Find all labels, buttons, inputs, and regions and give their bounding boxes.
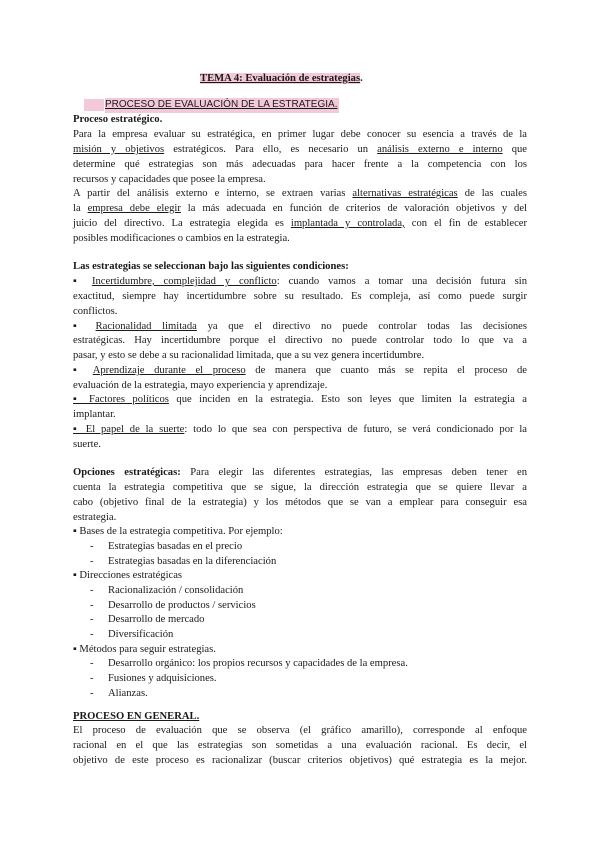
text-segment: implantar. [73, 409, 116, 420]
text-segment: de manera que cuanto más se repita el proceso de [245, 365, 527, 376]
text-segment: la [73, 203, 88, 214]
list-item-text: Diversificación [108, 629, 174, 640]
text-line [73, 232, 290, 247]
text-segment: ▪ [73, 365, 93, 376]
text-line [73, 423, 527, 438]
text-segment: que inciden en la estrategia. Esto son leyes que limiten la estrategia a [168, 394, 528, 405]
text-segment: estratégicas. Hay incertidumbre porque el directivo no puede controlar todo lo que va a [73, 335, 527, 346]
text-line [73, 393, 527, 408]
list-item-text: Estrategias basadas en el precio [108, 541, 243, 552]
text-segment: posibles modificaciones o cambios en la estrategia. [73, 233, 290, 244]
text-line [73, 158, 527, 173]
list-item-text: Desarrollo de mercado [108, 614, 205, 625]
list-item [90, 584, 243, 599]
text-line [73, 481, 527, 496]
list-item-text: Estrategias basadas en la diferenciación [108, 556, 277, 567]
text-segment: estrategia. [73, 512, 117, 523]
text-line [73, 739, 527, 754]
dash-bullet: - [90, 629, 94, 640]
dash-bullet: - [90, 600, 94, 611]
text-line [73, 290, 527, 305]
text-segment: pasar, y esto se debe a su racionalidad limitada, que a su vez genera incertidumbre. [73, 350, 425, 361]
text-line [73, 187, 527, 202]
section-title: PROCESO DE EVALUACIÓN DE LA ESTRATEGIA. [105, 98, 339, 113]
section-highlight-marker [84, 99, 104, 111]
text-line [73, 408, 116, 423]
text-line [73, 320, 527, 335]
dash-bullet: - [90, 614, 94, 625]
underlined-text: implantada y controlada, [290, 218, 405, 229]
text-segment: la más adecuada en función de criterios de valoración objetivos y del [180, 203, 527, 214]
text-segment: conflictos. [73, 306, 118, 317]
list-item-text: Alianzas. [108, 688, 148, 699]
text-segment: exactitud, siempre hay incertidumbre sobre su resultado. Es compleja, así como puede surgir [73, 291, 527, 302]
underlined-text: ▪ Factores políticos [73, 394, 169, 405]
text-line [73, 173, 266, 188]
document-title-text: TEMA 4: Evaluación de estrategias [200, 73, 361, 84]
dash-bullet: - [90, 585, 94, 596]
list-item-text: Desarrollo de productos / servicios [108, 600, 256, 611]
text-line [73, 466, 527, 481]
text-segment: de las cuales [457, 188, 527, 199]
dash-bullet: - [90, 658, 94, 669]
text-line [73, 275, 527, 290]
list-item-text: Fusiones y adquisiciones. [108, 673, 217, 684]
bases-label: ▪ Bases de la estrategia competitiva. Por ejemplo: [73, 526, 283, 537]
list-item [90, 540, 242, 555]
text-line [73, 128, 527, 143]
text-line [73, 202, 527, 217]
text-segment: que [502, 144, 527, 155]
text-segment: : cuando vamos a tomar una decisión futura sin [276, 276, 527, 287]
text-line [73, 349, 424, 364]
dash-bullet: - [90, 541, 94, 552]
dash-bullet: - [90, 688, 94, 699]
dash-bullet: - [90, 556, 94, 567]
list-item [90, 555, 276, 570]
bold-text: Opciones estratégicas: [73, 467, 181, 478]
text-segment: racional en el que las estrategias son sometidas a una evaluación racional. Es decir, el [73, 740, 527, 751]
document-title-dot: . [360, 73, 363, 84]
text-segment: cuenta la estrategia competitiva que se sigue, la dirección estrategia que se quiere llevar a [73, 482, 527, 493]
document-title [200, 72, 363, 87]
list-item [90, 628, 173, 643]
list-item [90, 613, 204, 628]
text-line [73, 511, 116, 526]
list-item [90, 599, 256, 614]
text-segment: Para elegir las diferentes estrategias, las empresas deben tener en [180, 467, 527, 478]
dash-bullet: - [90, 673, 94, 684]
text-line [73, 364, 527, 379]
text-line [73, 496, 527, 511]
underlined-text: alternativas estratégicas [352, 188, 458, 199]
text-segment: Para la empresa evaluar su estratégica, en primer lugar debe conocer su esencia a través de la [73, 129, 527, 140]
direcciones-label: ▪ Direcciones estratégicas [73, 570, 183, 581]
underlined-text: Aprendizaje durante el proceso [92, 365, 246, 376]
text-line [73, 724, 527, 739]
text-segment: ya que el directivo no puede controlar todas las decisiones [196, 321, 527, 332]
list-item-text: Racionalización / consolidación [108, 585, 244, 596]
metodos-label: ▪ Métodos para seguir estrategias. [73, 644, 216, 655]
text-segment: determine qué estrategias son más adecuadas para hacer frente a la competencia con los [73, 159, 527, 170]
list-item [90, 672, 217, 687]
text-line [73, 754, 527, 769]
text-line [73, 438, 101, 453]
text-segment: estratégicos. Para ello, es necesario un [164, 144, 378, 155]
underlined-text: empresa debe elegir [87, 203, 181, 214]
text-segment: ▪ [73, 276, 92, 287]
text-segment: cabo (objetivo final de la estrategia) y los métodos que se van a emplear para conseguir esa [73, 497, 527, 508]
text-segment: evaluación de la estrategia, mayo experiencia y aprendizaje. [73, 380, 328, 391]
underlined-text: Incertidumbre, complejidad y conflicto [91, 276, 277, 287]
text-segment: A partir del análisis externo e interno, se extraen varias [73, 188, 353, 199]
list-item-text: Desarrollo orgánico: los propios recursos y capacidades de la empresa. [108, 658, 408, 669]
text-line [73, 143, 527, 158]
text-segment: juicio del directivo. La estrategia elegida es [73, 218, 291, 229]
underlined-text: Racionalidad limitada [95, 321, 197, 332]
general-heading: PROCESO EN GENERAL. [73, 711, 200, 722]
underlined-text: análisis externo e interno [377, 144, 503, 155]
text-segment: : todo lo que sea con perspectiva de futuro, se verá condicionado por la [184, 424, 527, 435]
text-line [73, 305, 117, 320]
underlined-text: misión y objetivos [73, 144, 165, 155]
text-segment: ▪ [73, 321, 96, 332]
text-segment: El proceso de evaluación que se observa (el gráfico amarillo), corresponde al enfoque [73, 725, 527, 736]
text-segment: objetivo de este proceso es racionalizar (buscar criterios objetivos) qué estrategia es la mejor. [73, 755, 527, 766]
list-item [90, 687, 148, 702]
list-item [90, 657, 408, 672]
text-segment: con el fin de establecer [404, 218, 527, 229]
condiciones-heading: Las estrategias se seleccionan bajo las siguientes condiciones: [73, 261, 349, 272]
text-line [73, 334, 527, 349]
text-segment: recursos y capacidades que posee la empresa. [73, 174, 266, 185]
underlined-text: ▪ El papel de la suerte [73, 424, 185, 435]
text-line [73, 379, 327, 394]
proceso-heading: Proceso estratégico. [73, 114, 163, 125]
text-segment: suerte. [73, 439, 101, 450]
text-line [73, 217, 527, 232]
